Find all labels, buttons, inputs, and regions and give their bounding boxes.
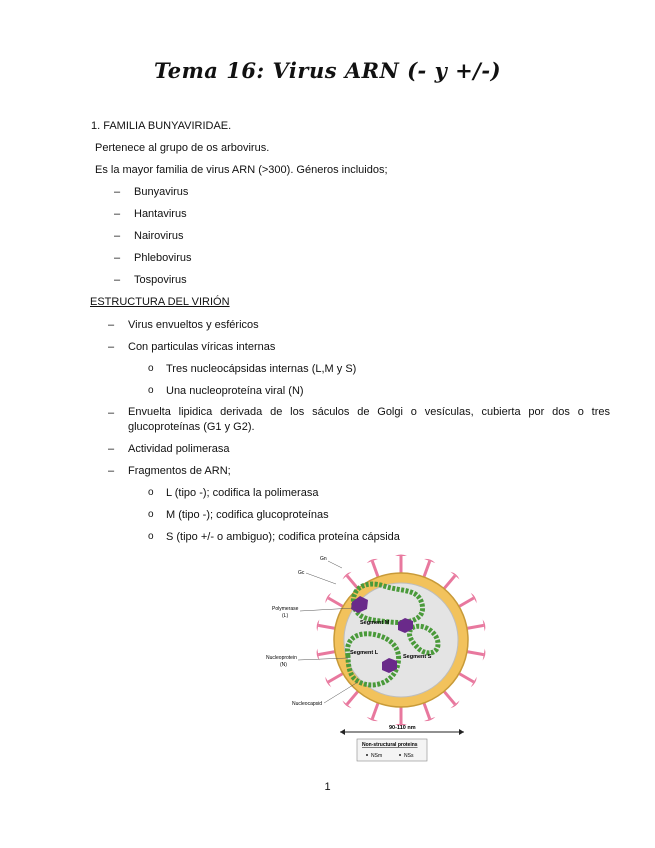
paragraph: Es la mayor familia de virus ARN (>300). Géneros incluidos; bbox=[95, 164, 388, 176]
list-item: Con particulas víricas internas bbox=[128, 341, 276, 353]
list-dash: – bbox=[114, 252, 121, 264]
size-scale-arrow-left bbox=[340, 729, 345, 735]
bullet-dot bbox=[399, 754, 401, 756]
list-item: Phlebovirus bbox=[134, 252, 192, 264]
list-dash: – bbox=[114, 208, 121, 220]
callout-line bbox=[328, 561, 342, 568]
page-number: 1 bbox=[324, 781, 331, 793]
nonstructural-title: Non-structural proteins bbox=[362, 742, 418, 748]
paragraph: Pertenece al grupo de os arbovirus. bbox=[95, 142, 270, 154]
glycoprotein-spike-head bbox=[395, 555, 407, 557]
subsection-heading: ESTRUCTURA DEL VIRIÓN bbox=[90, 296, 230, 308]
sub-bullet: o bbox=[148, 487, 154, 498]
list-dash: – bbox=[108, 407, 115, 419]
nucleocapsid-label: Nucleocapsid bbox=[292, 701, 323, 707]
list-item: Actividad polimerasa bbox=[128, 443, 230, 455]
bullet-dot bbox=[366, 754, 368, 756]
list-item: Nairovirus bbox=[134, 230, 184, 242]
segment-s-label: Segment S bbox=[403, 654, 432, 660]
polymerase-abbr: (L) bbox=[282, 613, 289, 619]
sub-list-item: Tres nucleocápsidas internas (L,M y S) bbox=[166, 363, 357, 375]
list-item: Envuelta lipidica derivada de los sáculos de Golgi o vesículas, cubierta por dos o tres glucoproteínas (G1 y G2). bbox=[128, 406, 610, 433]
nucleoprotein-label: Nucleoprotein bbox=[266, 655, 297, 661]
sub-bullet: o bbox=[148, 531, 154, 542]
list-dash: – bbox=[114, 186, 121, 198]
list-dash: – bbox=[108, 465, 115, 477]
size-scale-arrow-right bbox=[459, 729, 464, 735]
polymerase-label: Polymerase bbox=[272, 606, 299, 612]
sub-list-item: Una nucleoproteína viral (N) bbox=[166, 385, 304, 397]
sub-bullet: o bbox=[148, 509, 154, 520]
sub-bullet: o bbox=[148, 385, 154, 396]
list-item: Tospovirus bbox=[134, 274, 187, 286]
gc-label: Gc bbox=[298, 570, 305, 576]
sub-list-item: M (tipo -); codifica glucoproteínas bbox=[166, 509, 329, 521]
sub-list-item: S (tipo +/- o ambiguo); codifica proteína cápsida bbox=[166, 531, 400, 543]
list-item: Hantavirus bbox=[134, 208, 187, 220]
list-item: Virus envueltos y esféricos bbox=[128, 319, 259, 331]
list-dash: – bbox=[108, 443, 115, 455]
sub-list-item: L (tipo -); codifica la polimerasa bbox=[166, 487, 319, 499]
list-item: Fragmentos de ARN; bbox=[128, 465, 231, 477]
list-item: Bunyavirus bbox=[134, 186, 189, 198]
nss-label: NSs bbox=[404, 753, 414, 759]
segment-m-label: Segment M bbox=[360, 620, 390, 626]
list-dash: – bbox=[114, 230, 121, 242]
gn-label: Gn bbox=[320, 556, 327, 562]
list-dash: – bbox=[108, 319, 115, 331]
nucleoprotein-abbr: (N) bbox=[280, 662, 287, 668]
callout-line bbox=[306, 573, 336, 584]
segment-l-label: Segment L bbox=[350, 650, 379, 656]
section-heading: 1. FAMILIA BUNYAVIRIDAE. bbox=[91, 120, 232, 132]
page-title: Tema 16: Virus ARN (- y +/-) bbox=[153, 58, 502, 83]
list-dash: – bbox=[108, 341, 115, 353]
sub-bullet: o bbox=[148, 363, 154, 374]
nsm-label: NSm bbox=[371, 753, 383, 759]
virion-diagram bbox=[262, 550, 492, 765]
list-dash: – bbox=[114, 274, 121, 286]
size-label: 90-110 nm bbox=[389, 725, 416, 731]
